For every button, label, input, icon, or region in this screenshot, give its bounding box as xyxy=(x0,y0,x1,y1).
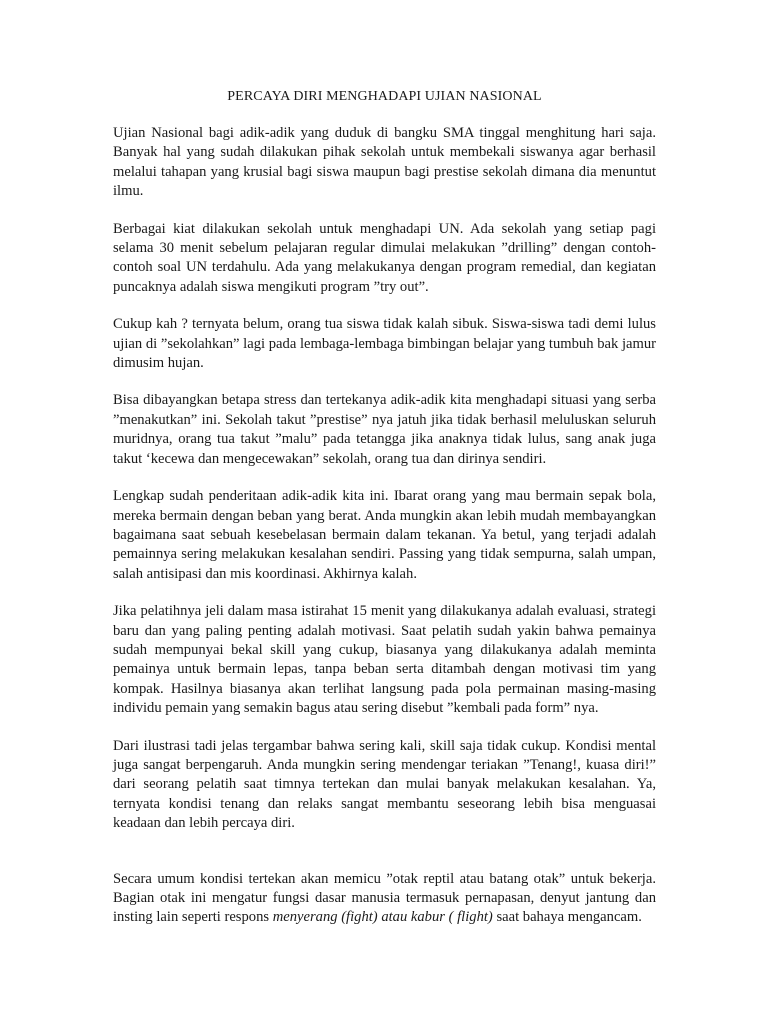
paragraph-8-text-end: saat bahaya mengancam. xyxy=(492,909,642,926)
paragraph-1: Ujian Nasional bagi adik-adik yang duduk di bangku SMA tinggal menghitung hari saja. Banyak hal yang sudah dilakukan pihak sekolah untuk membekali siswanya agar berhasil melalui tahapan yang krusial bagi siswa maupun bagi prestise sekolah dimana dia menuntut ilmu. xyxy=(113,125,656,200)
document-page xyxy=(113,88,656,946)
paragraph-8 xyxy=(113,870,656,928)
paragraph-8-italic-phrase: menyerang (fight) atau kabur ( flight) xyxy=(272,909,493,926)
paragraph-6: Jika pelatihnya jeli dalam masa istirahat 15 menit yang dilakukanya adalah evaluasi, strategi baru dan yang paling penting adalah motivasi. Saat pelatih sudah yakin bahwa pemainya sudah mempunyai bekal skill yang cukup, biasanya yang dilakukanya adalah meminta pemainya untuk bermain lepas, tanpa beban serta ditambah dengan motivasi tim yang kompak. Hasilnya biasanya akan terlihat langsung pada pola permainan masing-masing individu pemain yang semakin bagus atau sering disebut ”kembali pada form” nya. xyxy=(113,603,656,717)
document-title: PERCAYA DIRI MENGHADAPI UJIAN NASIONAL xyxy=(227,89,542,104)
paragraph-2: Berbagai kiat dilakukan sekolah untuk menghadapi UN. Ada sekolah yang setiap pagi selama 30 menit sebelum pelajaran regular dimulai melakukan ”drilling” dengan contoh-contoh soal UN terdahulu. Ada yang melakukanya dengan program remedial, dan kegiatan puncaknya adalah siswa mengikuti program ”try out”. xyxy=(113,220,656,295)
paragraph-3: Cukup kah ? ternyata belum, orang tua siswa tidak kalah sibuk. Siswa-siswa tadi demi lulus ujian di ”sekolahkan” lagi pada lembaga-lembaga bimbingan belajar yang tumbuh bak jamur dimusim hujan. xyxy=(113,316,656,372)
paragraph-5: Lengkap sudah penderitaan adik-adik kita ini. Ibarat orang yang mau bermain sepak bola, mereka bermain dengan beban yang berat. Anda mungkin akan lebih mudah membayangkan bagaimana saat sebuah kesebelasan bermain dalam tekanan. Ya betul, yang terjadi adalah pemainnya sering melakukan kesalahan sendiri. Passing yang tidak sempurna, salah umpan, salah antisipasi dan mis koordinasi. Akhirnya kalah. xyxy=(113,488,656,582)
paragraph-7: Dari ilustrasi tadi jelas tergambar bahwa sering kali, skill saja tidak cukup. Kondisi mental juga sangat berpengaruh. Anda mungkin sering mendengar teriakan ”Tenang!, kuasa diri!” dari seorang pelatih saat timnya tertekan dan mulai banyak melakukan kesalahan. Ya, ternyata kondisi tenang dan relaks sangat membantu seseorang lebih bisa menguasai keadaan dan lebih percaya diri. xyxy=(113,737,656,832)
paragraph-8-text-start: Secara umum kondisi tertekan akan memicu ”otak reptil atau batang otak” untuk bekerja. Bagian otak ini mengatur fungsi dasar manusia termasuk pernapasan, denyut jantung dan insting lain seperti respons xyxy=(113,870,656,926)
paragraph-4: Bisa dibayangkan betapa stress dan tertekanya adik-adik kita menghadapi situasi yang serba ”menakutkan” ini. Sekolah takut ”prestise” nya jatuh jika tidak berhasil meluluskan seluruh muridnya, orang tua takut ”malu” pada tetangga jika anaknya tidak lulus, sang anak juga takut ‘kecewa dan mengecewakan” sekolah, orang tua dan dirinya sendiri. xyxy=(113,392,656,467)
